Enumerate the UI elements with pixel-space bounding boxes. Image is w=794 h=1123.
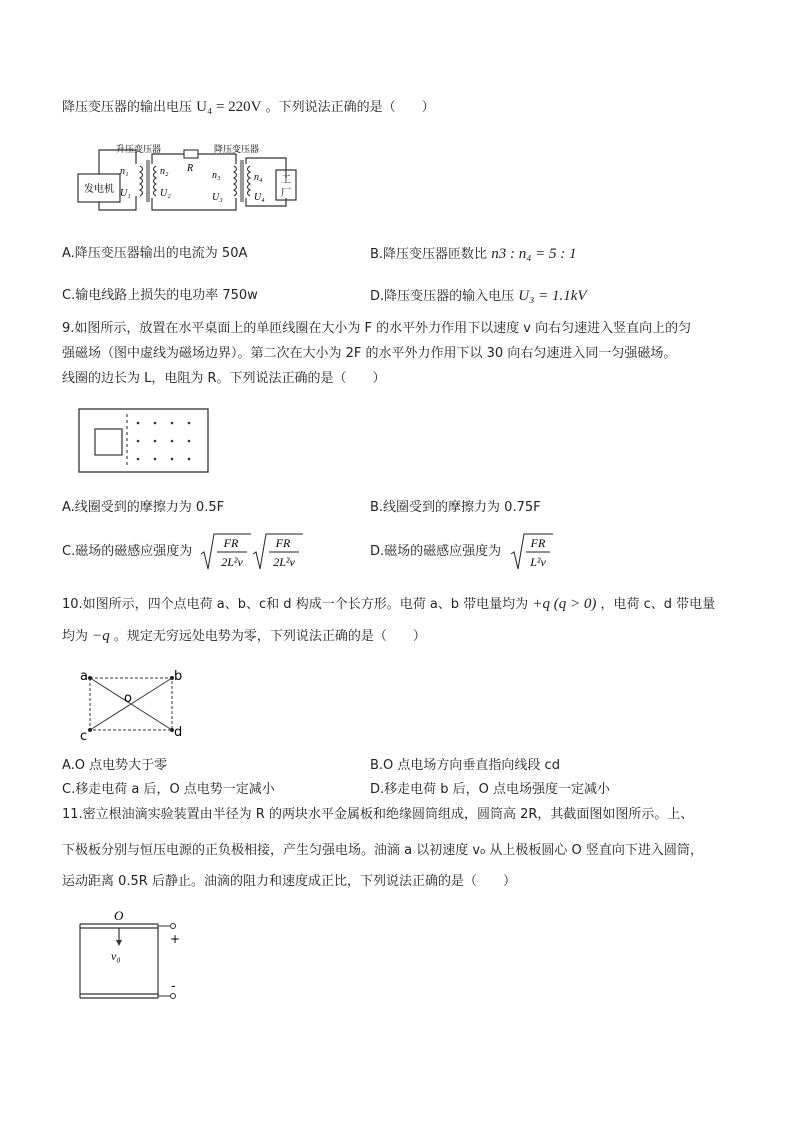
q10-option-d: D.移走电荷 b 后，O 点电场强度一定减小 <box>370 782 611 797</box>
q8-intro-formula: U₄ = 220V <box>196 99 262 115</box>
q11-line-1: 11.密立根油滴实验装置由半径为 R 的两块水平金属板和绝缘圆筒组成，圆筒高 2R，其截面图如图所示。上、 <box>62 807 694 822</box>
q8-intro-text: 降压变压器的输出电压 <box>62 100 193 115</box>
step-down-label: 降压变压器 <box>214 145 260 155</box>
bottom-terminal <box>171 994 176 999</box>
q9-option-c-sqrt-1 <box>200 532 252 572</box>
factory-label-2: 厂 <box>281 188 291 199</box>
step-up-label: 升压变压器 <box>116 145 162 155</box>
q8-option-b-formula: n3 : n₄ = 5 : 1 <box>491 246 577 262</box>
center-o-label: o <box>124 691 132 706</box>
q8-option-b <box>370 245 577 264</box>
r-label: R <box>187 163 194 174</box>
q9-option-d-sqrt <box>510 532 554 572</box>
n2-label: n₂ <box>160 166 169 177</box>
q9-option-c-text: C.磁场的磁感应强度为 <box>62 544 193 559</box>
q8-option-d <box>370 287 587 306</box>
q9-line-2: 强磁场（图中虚线为磁场边界）。第二次在大小为 2F 的水平外力作用下以 30 向右匀速进入同一匀强磁场。 <box>62 346 677 361</box>
q11-line-3: 运动距离 0.5R 后静止。油滴的阻力和速度成正比，下列说法正确的是（ ） <box>62 874 516 889</box>
n1-label: n₁ <box>120 166 129 177</box>
q10-line-1-text: 10.如图所示，四个点电荷 a、b、c和 d 构成一个长方形。电荷 a、b 带电量均为 <box>62 597 529 612</box>
u4-label: U₄ <box>254 192 265 203</box>
q9-option-d-text: D.磁场的磁感应强度为 <box>370 544 502 559</box>
q9-option-b: B.线圈受到的摩擦力为 0.75F <box>370 500 541 515</box>
q10-option-c: C.移走电荷 a 后，O 点电势一定减小 <box>62 782 275 797</box>
v0-label: v₀ <box>111 949 121 963</box>
q9-line-1: 9.如图所示，放置在水平桌面上的单匝线圈在大小为 F 的水平外力作用下以速度 v 向右匀速进入竖直向上的匀 <box>62 321 692 336</box>
charge-d-label: d <box>174 725 183 740</box>
charge-a-label: a <box>80 669 88 684</box>
q10-option-b: B.O 点电场方向垂直指向线段 cd <box>370 758 560 773</box>
q9-d-den: L²v <box>530 555 546 569</box>
q8-option-c: C.输电线路上损失的电功率 750w <box>62 288 258 303</box>
n3-label: n₃ <box>212 170 221 181</box>
q9-d-num: FR <box>530 536 546 550</box>
q9-c-num-2: FR <box>275 536 291 550</box>
q10-line-1-tail: ，电荷 c、d 带电量 <box>600 597 716 612</box>
q10-line-2 <box>62 627 426 646</box>
q8-intro-tail: 。下列说法正确的是（ ） <box>265 100 435 115</box>
factory-label-1: 工 <box>281 175 291 186</box>
q10-line-2-tail: 。规定无穷远处电势为零，下列说法正确的是（ ） <box>113 629 426 644</box>
q9-c-den-2: 2L²v <box>273 555 295 569</box>
charge-b-label: b <box>174 669 183 684</box>
q8-option-d-text: D.降压变压器的输入电压 <box>370 289 515 304</box>
charge-c-label: c <box>80 729 88 742</box>
coil-magnetic-field-diagram <box>78 408 210 474</box>
u1-label: U₁ <box>120 188 131 199</box>
transformer-circuit-diagram <box>76 140 306 216</box>
q10-line-2-formula: −q <box>92 628 110 644</box>
resistor-r <box>184 150 198 158</box>
q10-line-2-text: 均为 <box>62 629 89 644</box>
q9-option-a: A.线圈受到的摩擦力为 0.5F <box>62 500 225 515</box>
n4-label: n₄ <box>254 172 263 183</box>
plus-label: + <box>170 932 181 946</box>
q8-option-b-text: B.降压变压器匝数比 <box>370 247 488 262</box>
millikan-cylinder-diagram <box>74 908 194 1004</box>
u3-label: U₃ <box>212 192 223 203</box>
generator-label: 发电机 <box>84 184 114 195</box>
center-o-label: O <box>114 908 124 923</box>
q9-c-num-1: FR <box>223 536 239 550</box>
q9-c-den-1: 2L²v <box>221 555 243 569</box>
u2-label: U₂ <box>160 188 171 199</box>
q10-line-1 <box>62 595 715 614</box>
q8-option-d-formula: U₃ = 1.1kV <box>518 288 587 304</box>
minus-label: - <box>171 979 176 994</box>
q8-option-a: A.降压变压器输出的电流为 50A <box>62 246 248 261</box>
top-terminal <box>171 924 176 929</box>
q9-option-c-sqrt-2 <box>252 532 304 572</box>
q10-line-1-formula: +q (q > 0) <box>532 596 597 612</box>
q9-line-3: 线圈的边长为 L，电阻为 R。下列说法正确的是（ ） <box>62 371 386 386</box>
q10-option-a: A.O 点电势大于零 <box>62 758 168 773</box>
q11-line-2: 下极板分别与恒压电源的正负极相接，产生匀强电场。油滴 a 以初速度 v₀ 从上极板圆心 O 竖直向下进入圆筒， <box>62 843 703 858</box>
field-dots <box>137 422 191 461</box>
point-charges-rectangle-diagram <box>74 666 190 742</box>
coil-square <box>95 429 122 455</box>
q8-intro <box>62 98 435 117</box>
